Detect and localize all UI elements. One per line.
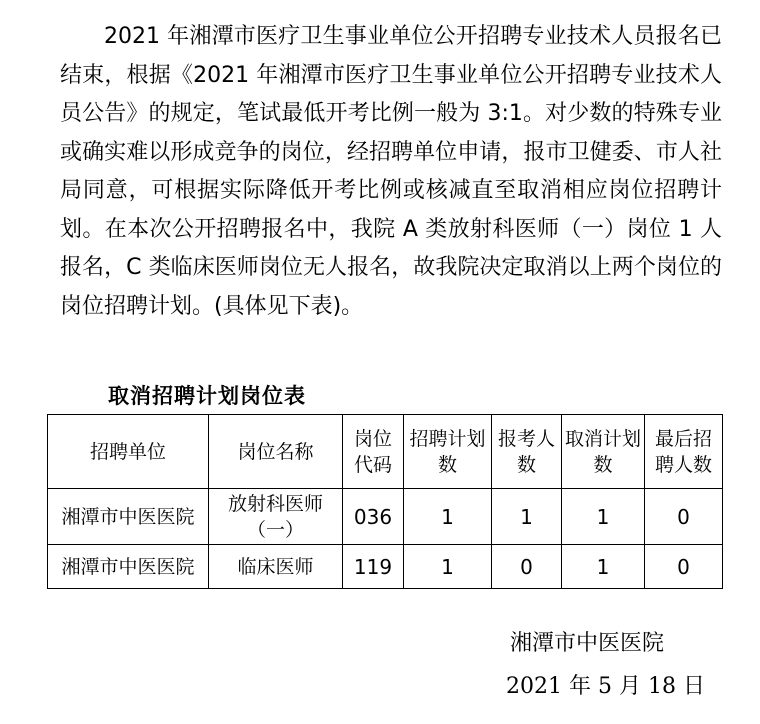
cell-code: 119 bbox=[343, 545, 404, 589]
notice-paragraph: 2021 年湘潭市医疗卫生事业单位公开招聘专业技术人员报名已结束，根据《2021 年湘潭市医疗卫生事业单位公开招聘专业技术人员公告》的规定，笔试最低开考比例一般为 3:1。对少数的特殊专业或确实难以形成竞争的岗位，经招聘单位申请，报市卫健委、市人社局同意，可根据实际降低开考比例或核减直至取消相应岗位招聘计划。在本次公开招聘报名中，我院 A 类放射科医师（一）岗位 1 人报名，C 类临床医师岗位无人报名，故我院决定取消以上两个岗位的岗位招聘计划。(具体见下表)。 bbox=[60, 24, 722, 319]
cell-code: 036 bbox=[343, 489, 404, 545]
table-title: 取消招聘计划岗位表 bbox=[108, 383, 306, 408]
header-code: 岗位代码 bbox=[343, 415, 404, 489]
signature-date: 2021 年 5 月 18 日 bbox=[506, 674, 705, 699]
cell-plan: 1 bbox=[404, 545, 492, 589]
cell-final: 0 bbox=[645, 545, 723, 589]
cell-applicants: 1 bbox=[492, 489, 562, 545]
cell-plan: 1 bbox=[404, 489, 492, 545]
table-row bbox=[48, 545, 723, 589]
cell-applicants: 0 bbox=[492, 545, 562, 589]
cell-unit: 湘潭市中医医院 bbox=[48, 545, 209, 589]
cell-cancelled: 1 bbox=[562, 545, 645, 589]
cell-unit: 湘潭市中医医院 bbox=[48, 489, 209, 545]
cell-final: 0 bbox=[645, 489, 723, 545]
header-cancelled: 取消计划数 bbox=[562, 415, 645, 489]
signature-organization: 湘潭市中医医院 bbox=[510, 631, 665, 656]
header-position: 岗位名称 bbox=[209, 415, 343, 489]
header-plan: 招聘计划数 bbox=[404, 415, 492, 489]
cell-position: 放射科医师（一） bbox=[209, 489, 343, 545]
cancelled-positions-table bbox=[47, 414, 723, 589]
header-final: 最后招聘人数 bbox=[645, 415, 723, 489]
header-applicants: 报考人数 bbox=[492, 415, 562, 489]
header-unit: 招聘单位 bbox=[48, 415, 209, 489]
table-header-row bbox=[48, 415, 723, 489]
cell-cancelled: 1 bbox=[562, 489, 645, 545]
cell-position: 临床医师 bbox=[209, 545, 343, 589]
table-row bbox=[48, 489, 723, 545]
